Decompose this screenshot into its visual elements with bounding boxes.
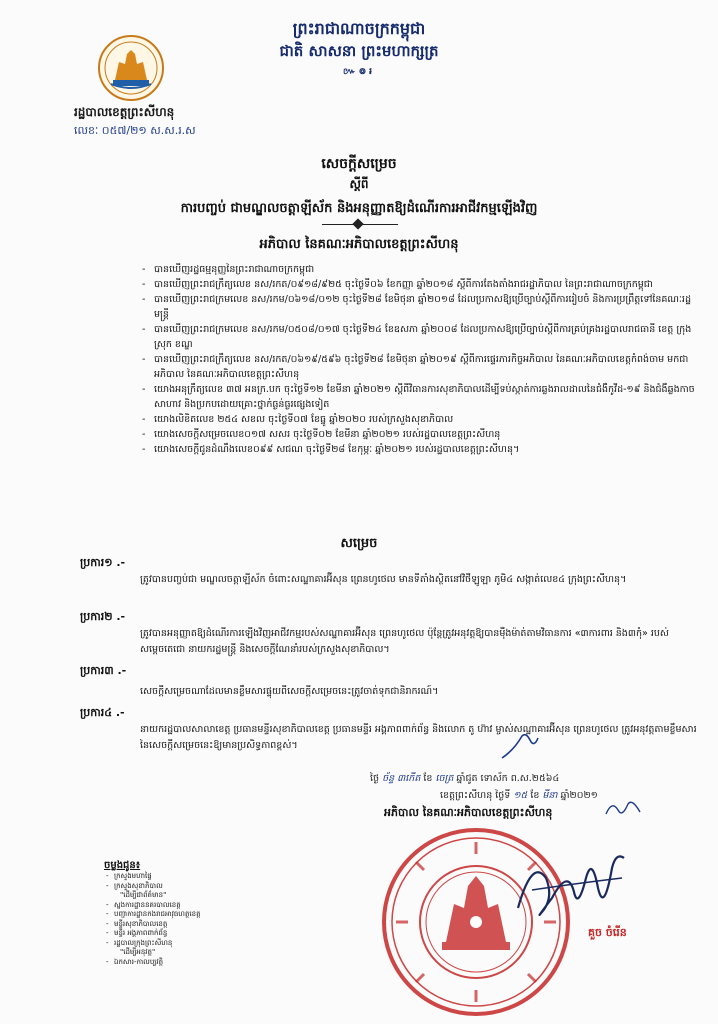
consideration-item: - បានឃើញព្រះរាជក្រមលេខ នស/រកម/០៦១៨/០១២ ចុះថ្ងៃទី២៨ ខែមិថុនា ឆ្នាំ២០១៨ ដែលប្រកាសឱ្យប្រើច្បាប់ស្ដីពីការរៀបចំ និងការប្រព្រឹត្តទៅនៃគណៈរដ្ឋមន្ត្រី bbox=[142, 292, 702, 322]
cc-item: - ស្នងការដ្ឋាននគរបាលខេត្ត bbox=[106, 901, 201, 911]
consideration-item: - យោងសេចក្ដីជូនដំណឹងលេខ០៩៩ សជណ ចុះថ្ងៃទី២៨ ខែកុម្ភៈ ឆ្នាំ២០២១ របស់រដ្ឋបាលខេត្តព្រះសីហនុ។ bbox=[142, 442, 702, 457]
article-4-label: ប្រការ៤ .- bbox=[80, 706, 125, 719]
article-1-label: ប្រការ១ .- bbox=[80, 556, 126, 569]
ornament: ៚៙៛ bbox=[342, 67, 376, 77]
consideration-item: - បានឃើញព្រះរាជក្រឹត្យលេខ នស/រកត/០៦១៩/៥៩៦ ចុះថ្ងៃទី២៨ ខែមិថុនា ឆ្នាំ២០១៩ ស្ដីពីការផ្ទេរភារកិច្ចអភិបាល នៃគណៈអភិបាលខេត្តកំពង់ចាម មកជាអភិបាល នៃគណៈអភិបាលខេត្តព្រះសីហនុ bbox=[142, 352, 702, 382]
solar-month: មីនា bbox=[542, 790, 558, 801]
cc-list bbox=[106, 872, 201, 967]
document-about: ស្ដីពី bbox=[349, 177, 369, 191]
cc-item-note: "ដើម្បីអនុវត្ត" bbox=[120, 948, 156, 956]
decision-heading: សម្រេច bbox=[340, 536, 378, 551]
document-subject: ការបញ្ចប់ ជាមណ្ឌលចត្តាឡីស័ក និងអនុញ្ញាតឱ្យដំណើរការអាជីវកម្មឡើងវិញ bbox=[180, 201, 538, 216]
document-title: សេចក្ដីសម្រេច bbox=[321, 156, 397, 172]
divider-ornament bbox=[352, 218, 363, 229]
lunar-date bbox=[370, 772, 559, 786]
lunar-year: ឆ្នាំជូត ទោស័ក ព.ស.២៥៦៤ bbox=[456, 773, 560, 784]
cc-label: ចម្លងជូន៖ bbox=[104, 860, 141, 871]
reference-number: លេខៈ ០៥៧/២១ ស.ស.រ.ស bbox=[74, 124, 196, 137]
date-day-prefix: ថ្ងៃ bbox=[370, 773, 380, 784]
governor-title: អភិបាល នៃគណៈអភិបាលខេត្តព្រះសីហនុ bbox=[384, 806, 553, 819]
handwritten-signature-icon bbox=[512, 838, 632, 928]
date-month-prefix: ខែ bbox=[530, 790, 540, 801]
article-2-text: ត្រូវបានអនុញ្ញាតឱ្យដំណើរការឡើងវិញអាជីវកម្មរបស់សណ្ឋាគារអ៊ីសុន ព្រេនហូថេល ប៉ុន្តែត្រូវអនុវត្តឱ្យបានម៉ឺងម៉ាត់តាមវិធានការ «៣ការពារ និង៣កុំ» របស់ សម្ដេចតេជោ នាយករដ្ឋមន្ត្រី និងសេចក្ដីណែនាំរបស់ក្រសួងសុខាភិបាល។ bbox=[140, 628, 669, 655]
article-1-text: ត្រូវបានបញ្ចប់ជា មណ្ឌលចត្តាឡីស័ក ចំពោះសណ្ឋាគារអ៊ីសុន ព្រេនហូថេល មានទីតាំងស្ថិតនៅវិថីឡូឡា ភូមិ៤ សង្កាត់លេខ៤ ក្រុងព្រះសីហនុ។ bbox=[140, 574, 627, 585]
consideration-item: - បានឃើញរដ្ឋធម្មនុញ្ញនៃព្រះរាជាណាចក្រកម្ពុជា bbox=[142, 262, 702, 277]
article-3-label: ប្រការ៣ .- bbox=[80, 664, 127, 677]
issuing-authority: រដ្ឋបាលខេត្តព្រះសីហនុ bbox=[74, 105, 175, 119]
cc-item: - មន្ទីរសុខាភិបាលខេត្ត bbox=[106, 920, 201, 930]
considerations-list bbox=[142, 262, 702, 457]
solar-year: ឆ្នាំ២០២១ bbox=[560, 790, 598, 801]
cc-item: - ក្រសួងមហាផ្ទៃ bbox=[106, 872, 201, 882]
kingdom-heading: ព្រះរាជាណាចក្រកម្ពុជា bbox=[292, 19, 426, 38]
lunar-month: ចេត្រ bbox=[435, 773, 454, 784]
cc-item: - បញ្ជាការដ្ឋានកងរាជអាវុធហត្ថខេត្ត bbox=[106, 910, 201, 920]
cc-item-note: "ដើម្បីជាព័ត៌មាន" bbox=[120, 891, 167, 899]
cc-item: - រដ្ឋបាលក្រុងព្រះសីហនុ bbox=[106, 939, 201, 949]
authority-heading: អភិបាល នៃគណៈអភិបាលខេត្តព្រះសីហនុ bbox=[259, 237, 459, 252]
date-place: ខេត្តព្រះសីហនុ ថ្ងៃទី bbox=[440, 790, 511, 801]
cc-item: - ឯកសារ-កាលប្បវត្តិ bbox=[106, 958, 201, 968]
lunar-day: ច័ន្ទ ៣កើត bbox=[382, 773, 421, 784]
initial-mark-icon bbox=[500, 730, 540, 760]
consideration-item: - យោងសេចក្ដីសម្រេចលេខ០១៧ សសរ ចុះថ្ងៃទី០២ ខែមីនា ឆ្នាំ២០២១ របស់រដ្ឋបាលខេត្តព្រះសីហនុ bbox=[142, 427, 702, 442]
article-3-text: សេចក្ដីសម្រេចណាដែលមានខ្លឹមសារផ្ទុយពីសេចក្ដីសម្រេចនេះត្រូវចាត់ទុកជានិរាករណ៍។ bbox=[140, 686, 439, 697]
article-2-label: ប្រការ២ .- bbox=[80, 610, 126, 623]
cc-item: - ក្រសួងសុខាភិបាល bbox=[106, 882, 201, 892]
consideration-item: - បានឃើញព្រះរាជក្រឹត្យលេខ នស/រកត/០៩១៨/៩២៥ ចុះថ្ងៃទី០៦ ខែកញ្ញា ឆ្នាំ២០១៨ ស្ដីពីការតែងតាំងរាជរដ្ឋាភិបាល នៃព្រះរាជាណាចក្រកម្ពុជា bbox=[142, 277, 702, 292]
consideration-item: - យោងអនុក្រឹត្យលេខ ៣៧ អនក្រ.បក ចុះថ្ងៃទី១២ ខែមីនា ឆ្នាំ២០២១ ស្ដីពីវិធានការសុខាភិបាលដើម្បីទប់ស្កាត់ការឆ្លងរាលដាលនៃជំងឺកូវីដ-១៩ និងជំងឺឆ្លងកាចសាហាវ និងប្រកបដោយគ្រោះថ្នាក់ធ្ងន់ធ្ងរផ្សេងទៀត bbox=[142, 382, 702, 412]
provincial-emblem-icon bbox=[97, 34, 165, 102]
article-4-text: នាយករដ្ឋបាលសាលាខេត្ត ប្រធានមន្ទីរសុខាភិបាលខេត្ត ប្រធានមន្ទីរ អង្គភាពពាក់ព័ន្ធ និងលោក តូ ហ៊ាវ ម្ចាស់សណ្ឋាគារអ៊ីសុន ព្រេនហូថេល ត្រូវអនុវត្តតាមខ្លឹមសារនៃសេចក្ដីសម្រេចនេះឱ្យមានប្រសិទ្ធភាពខ្ពស់។ bbox=[140, 724, 697, 751]
consideration-item: - យោងលិខិតលេខ ២៥៤ សខល ចុះថ្ងៃទី០៧ ខែធ្នូ ឆ្នាំ២០២០ របស់ក្រសួងសុខាភិបាល bbox=[142, 412, 702, 427]
small-initial-icon bbox=[604, 798, 644, 820]
consideration-item: - បានឃើញព្រះរាជក្រមលេខ នស/រកម/០៥០៨/០១៧ ចុះថ្ងៃទី២៤ ខែឧសភា ឆ្នាំ២០០៨ ដែលប្រកាសឱ្យប្រើច្បាប់ស្ដីពីការគ្រប់គ្រងរដ្ឋបាលរាជធានី ខេត្ត ក្រុង ស្រុក ខណ្ឌ bbox=[142, 322, 702, 352]
signer-name: គួច ចំរើន bbox=[588, 926, 627, 939]
date-month-prefix: ខែ bbox=[423, 773, 433, 784]
solar-date bbox=[440, 789, 598, 803]
cc-item: - មន្ទីរ អង្គភាពពាក់ព័ន្ធ bbox=[106, 929, 201, 939]
national-motto: ជាតិ សាសនា ព្រះមហាក្សត្រ bbox=[279, 42, 439, 60]
solar-day: ១៥ bbox=[513, 790, 528, 801]
